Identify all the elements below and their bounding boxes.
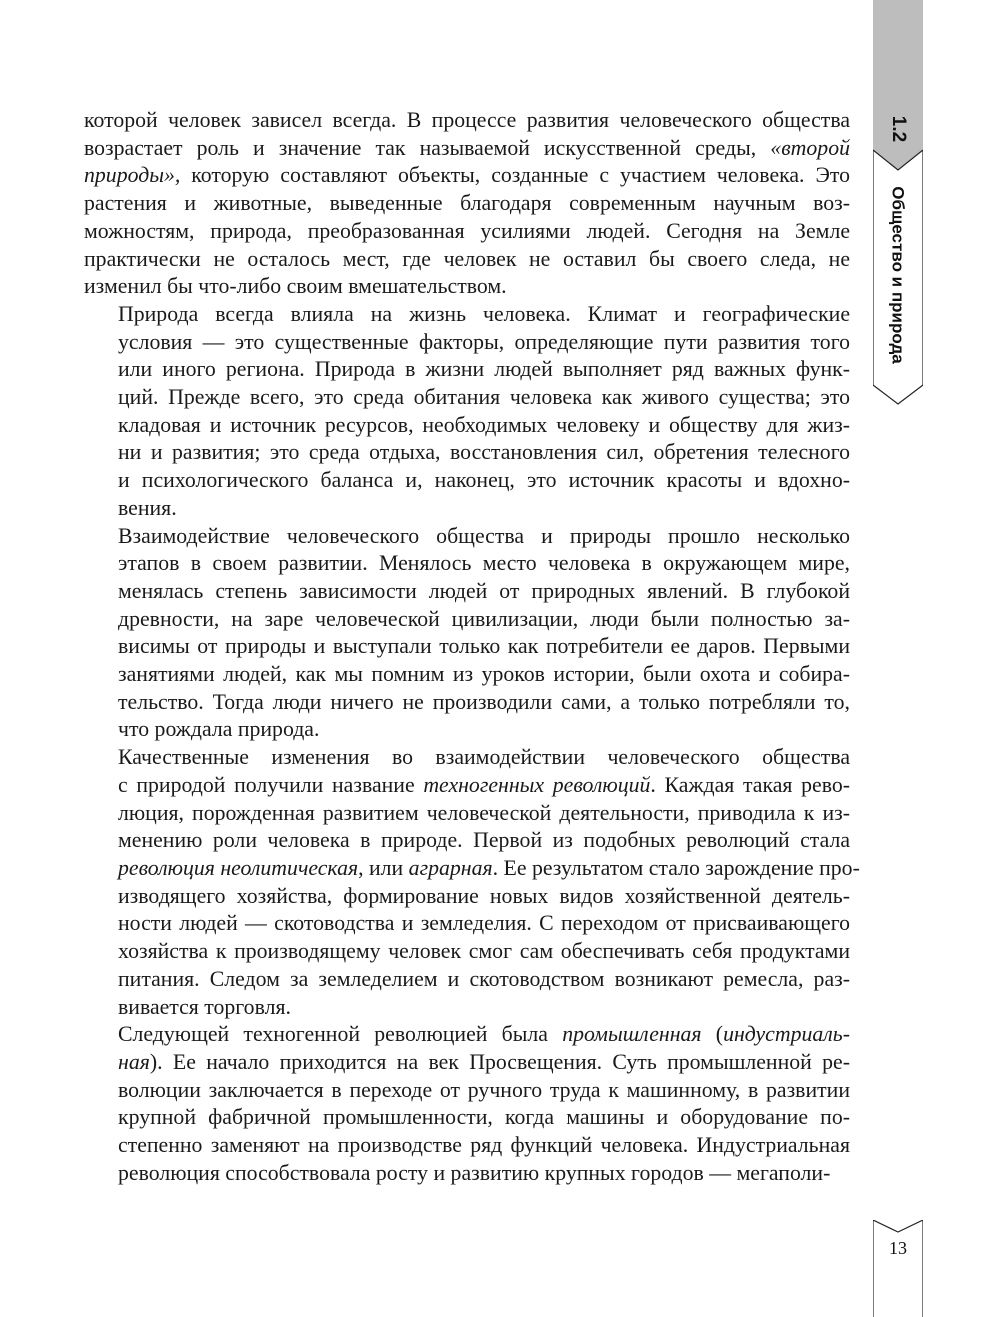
text-line: революция неолитическая, или аграрная. Ее результатом стало зарождение про- xyxy=(118,855,860,880)
text-line: которой человек зависел всегда. В процессе развития человеческого общества xyxy=(84,108,850,132)
text-line: люция, порожденная развитием человеческой деятельности, приводила к из- xyxy=(118,800,850,825)
text-line: изводящего хозяйства, формирование новых видов хозяйственной деятель- xyxy=(118,883,850,908)
text-line: этапов в своем развитии. Менялось место человека в окружающем мире, xyxy=(118,551,850,576)
paragraph xyxy=(84,523,850,745)
section-number xyxy=(873,112,923,146)
text-line: Взаимодействие человеческого общества и природы прошло несколько xyxy=(118,523,850,548)
text-line: Следующей техногенной революцией была промышленная (индустриаль- xyxy=(118,1022,850,1047)
text-line: висимы от природы и выступали только как потребители ее даров. Первыми xyxy=(118,634,850,659)
text-line: Качественные изменения во взаимодействии человеческого общества xyxy=(118,745,850,770)
emphasis: техногенных революций xyxy=(423,772,651,797)
text-line: условия — это существенные факторы, определяющие пути развития того xyxy=(118,329,850,354)
text-line: ций. Прежде всего, это среда обитания человека как живого существа; это xyxy=(118,385,850,410)
text-line: хозяйства к производящему человек смог сам обеспечивать себя продуктами xyxy=(118,939,850,964)
text-line: возрастает роль и значение так называемой искусственной среды, «второй xyxy=(84,135,850,160)
text-line: с природой получили название техногенных революций. Каждая такая рево- xyxy=(118,772,850,797)
body-text xyxy=(84,107,860,1187)
page-number-tab xyxy=(873,1220,923,1317)
emphasis: «второй xyxy=(770,135,850,160)
page-number-tab-shape xyxy=(873,1220,923,1317)
emphasis: природы», xyxy=(84,163,181,188)
text-line: можностям, природа, преобразованная усилиями людей. Сегодня на Земле xyxy=(84,218,850,243)
text-line: менению роли человека в природе. Первой из подобных революций стала xyxy=(118,828,850,853)
text-line: волюции заключается в переходе от ручного труда к машинному, в развитии xyxy=(118,1077,850,1102)
text-line: революция способствовала росту и развитию крупных городов — мегаполи- xyxy=(118,1160,831,1185)
text-line: или иного региона. Природа в жизни людей выполняет ряд важных функ- xyxy=(118,357,850,382)
emphasis: промышленная xyxy=(562,1022,702,1047)
text-line: ности людей — скотоводства и земледелия. С переходом от присваивающего xyxy=(118,911,850,936)
text-line: растения и животные, выведенные благодаря современным научным воз- xyxy=(84,191,850,216)
text-line: занятиями людей, как мы помним из уроков истории, были охота и собира- xyxy=(118,662,850,687)
paragraph xyxy=(84,744,860,1021)
paragraph xyxy=(84,301,850,523)
section-title xyxy=(873,185,923,365)
text-line: питания. Следом за земледелием и скотоводством возникают ремесла, раз- xyxy=(118,966,850,991)
text-line: вения. xyxy=(118,495,177,520)
text-line: изменил бы что-либо своим вмешательством. xyxy=(84,274,507,299)
text-line: кладовая и источник ресурсов, необходимых человеку и обществу для жиз- xyxy=(118,412,850,437)
text-line: практически не осталось мест, где человек не оставил бы своего следа, не xyxy=(84,246,850,271)
text-line: менялась степень зависимости людей от природных явлений. В глубокой xyxy=(118,578,850,603)
text-line: Природа всегда влияла на жизнь человека. Климат и географические xyxy=(118,301,850,326)
text-line: степенно заменяют на производстве ряд функций человека. Индустриальная xyxy=(118,1133,850,1158)
emphasis: аграрная xyxy=(408,855,493,880)
paragraph xyxy=(84,1021,850,1187)
text-line: древности, на заре человеческой цивилизации, люди были полностью за- xyxy=(118,606,850,631)
text-line: тельство. Тогда люди ничего не производили сами, а только потребляли то, xyxy=(118,689,850,714)
text-line: ная). Ее начало приходится на век Просвещения. Суть промышленной ре- xyxy=(118,1049,850,1074)
paragraph xyxy=(84,107,850,301)
emphasis: индустриаль- xyxy=(723,1022,850,1047)
section-title-text: Общество и природа xyxy=(889,186,909,364)
text-line: крупной фабричной промышленности, когда машины и оборудование по- xyxy=(118,1105,850,1130)
text-line: и психологического баланса и, наконец, это источник красоты и вдохно- xyxy=(118,468,850,493)
text-line: вивается торговля. xyxy=(118,994,291,1019)
text-line: природы», которую составляют объекты, созданные с участием человека. Это xyxy=(84,163,850,188)
text-line: что рождала природа. xyxy=(118,717,320,742)
text-line: ни и развития; это среда отдыха, восстановления сил, обретения телесного xyxy=(118,440,850,465)
emphasis: ная xyxy=(118,1049,150,1074)
section-number-text: 1.2 xyxy=(887,115,909,143)
emphasis: революция неолитическая xyxy=(118,855,359,880)
page-number: 13 xyxy=(889,1238,907,1258)
